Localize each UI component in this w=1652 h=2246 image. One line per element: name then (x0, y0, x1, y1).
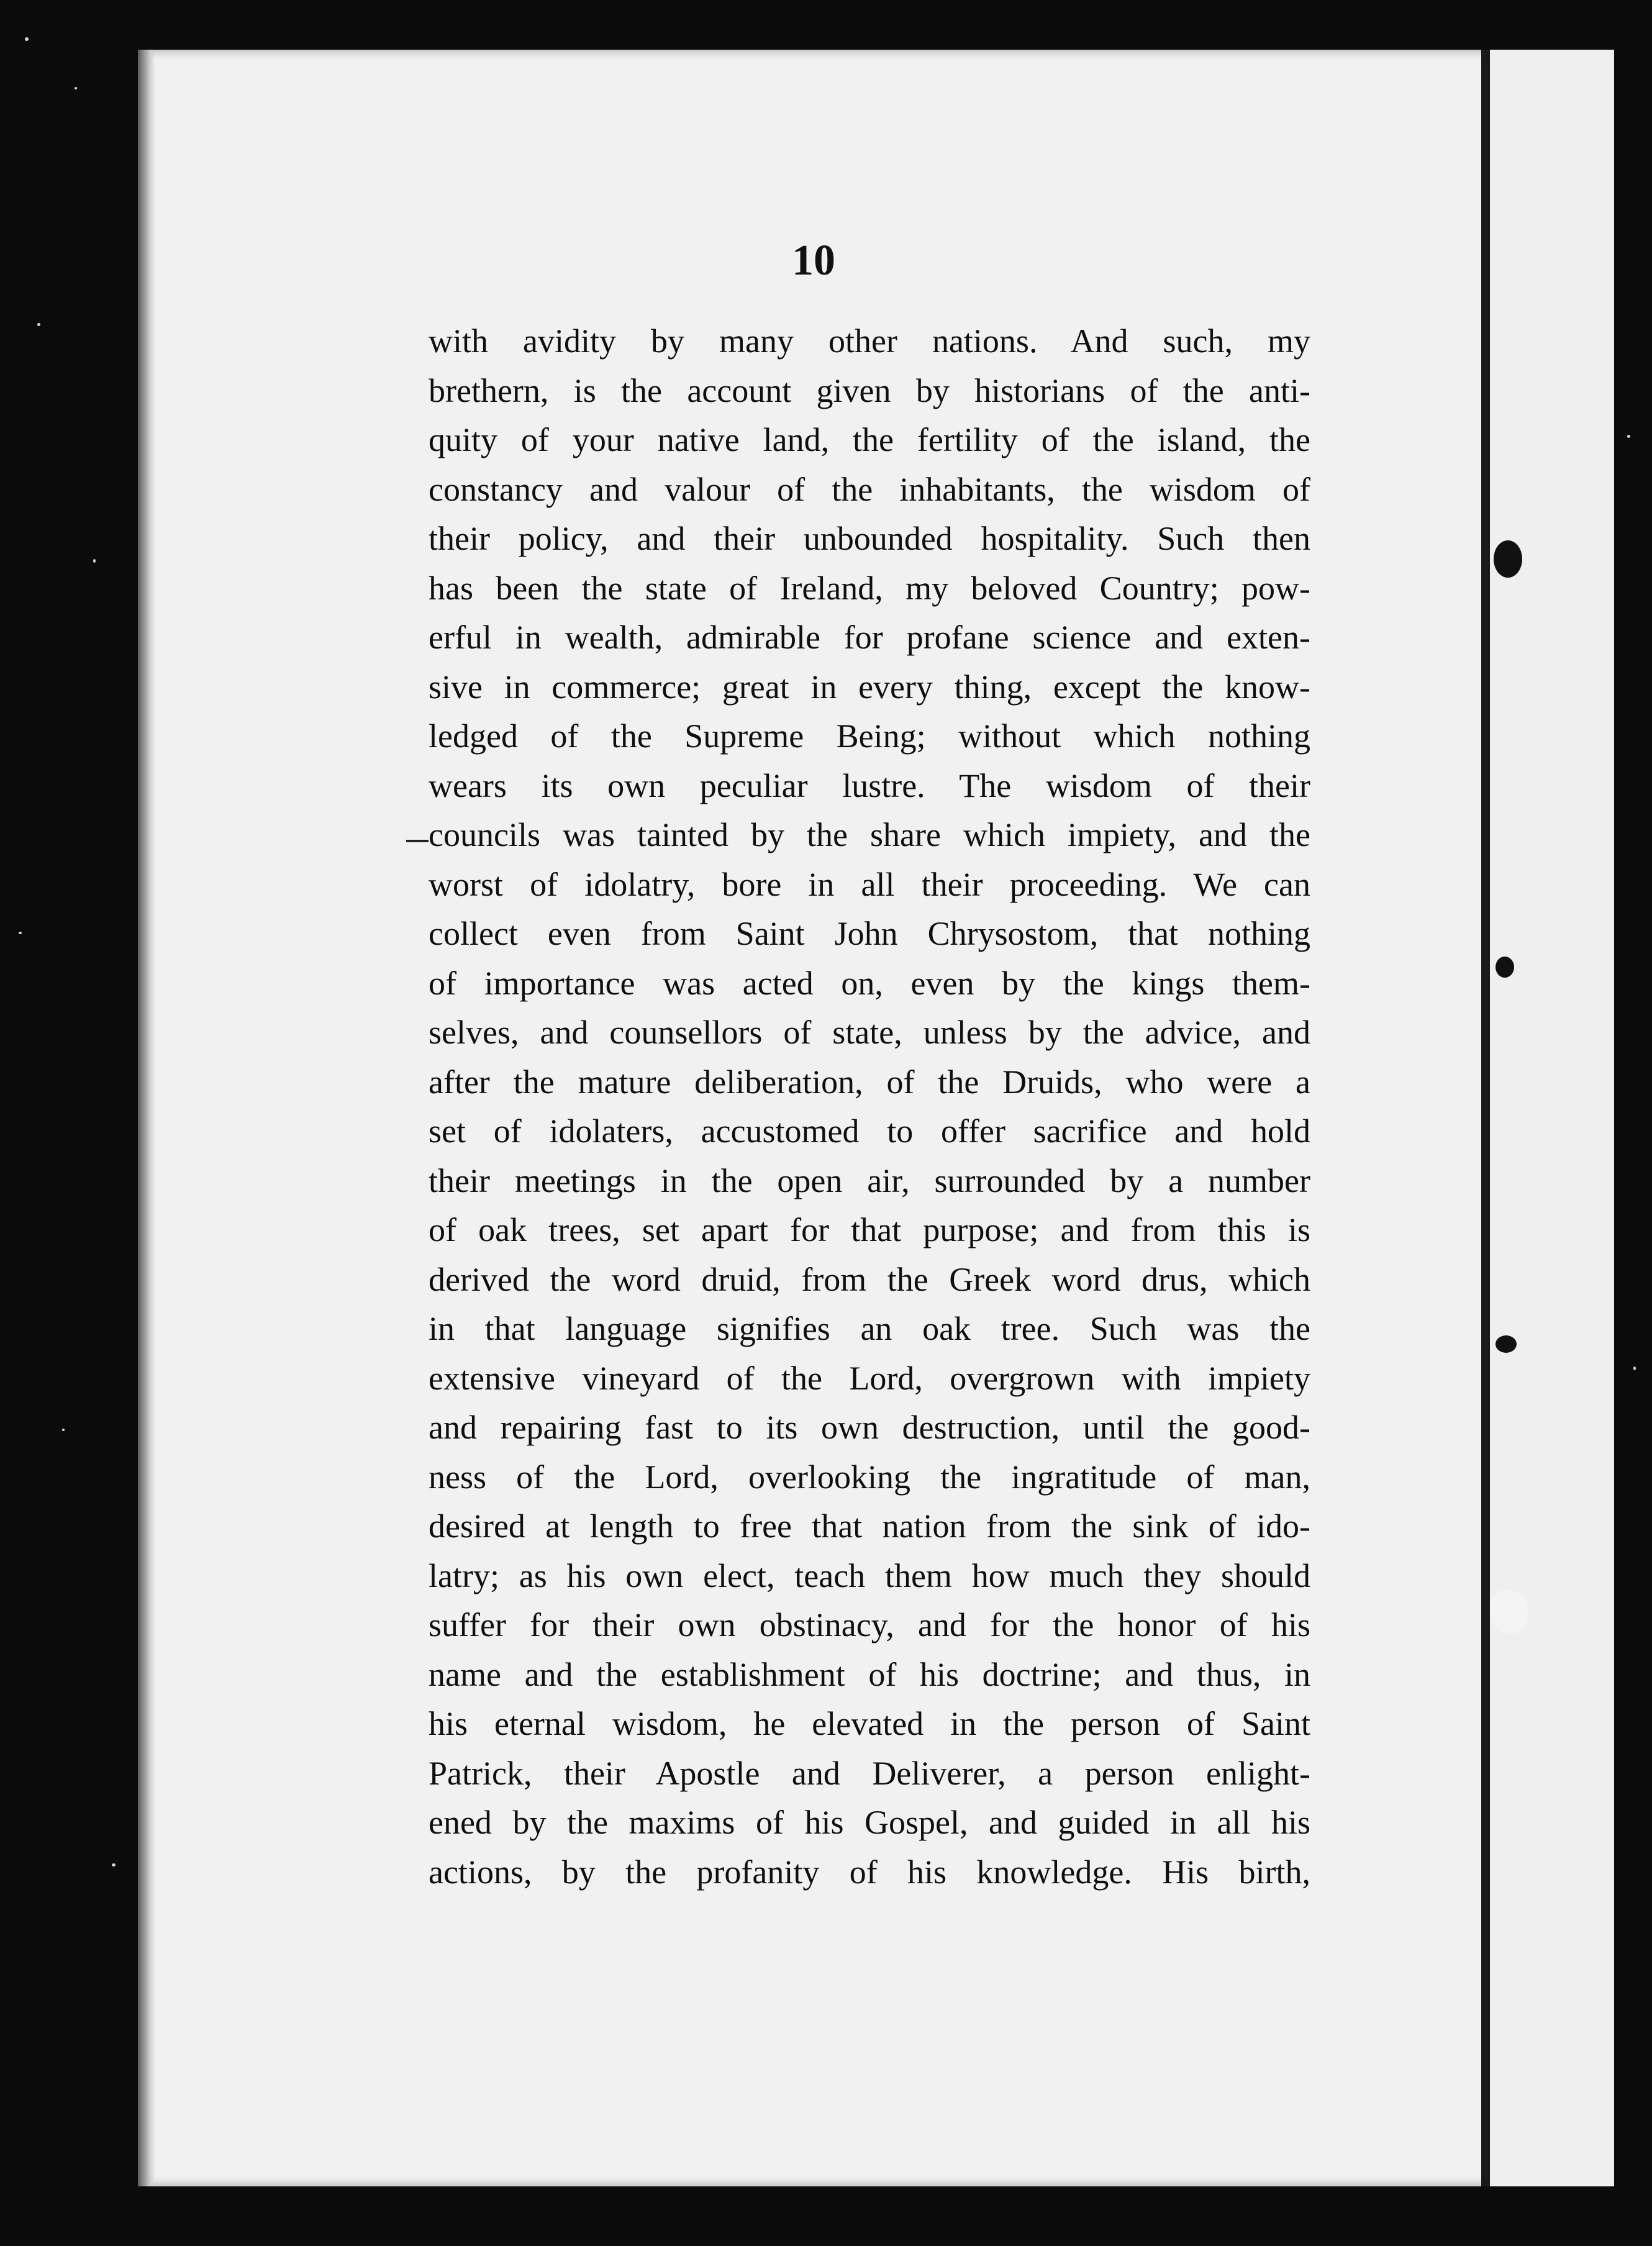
text-line: quity of your native land, the fertility of the island, the (429, 421, 1310, 458)
text-line: has been the state of Ireland, my beloved Country; pow- (429, 569, 1310, 607)
text-line: name and the establishment of his doctrine; and thus, in (429, 1655, 1310, 1693)
text-line: sive in commerce; great in every thing, except the know- (429, 668, 1310, 706)
text-line: his eternal wisdom, he elevated in the person of Saint (429, 1705, 1310, 1742)
binding-mark (1495, 957, 1514, 978)
text-line: latry; as his own elect, teach them how much they should (429, 1557, 1310, 1594)
text-line: constancy and valour of the inhabitants, the wisdom of (429, 470, 1310, 508)
text-line: councils was tainted by the share which impiety, and the (429, 816, 1310, 853)
scan-speck (1633, 1366, 1636, 1370)
text-line: wears its own peculiar lustre. The wisdom of their (429, 766, 1310, 804)
text-line: Patrick, their Apostle and Deliverer, a person enlight- (429, 1754, 1310, 1792)
text-line: set of idolaters, accustomed to offer sacrifice and hold (429, 1112, 1310, 1150)
binding-mark (1495, 1335, 1517, 1353)
text-line: desired at length to free that nation from the sink of ido- (429, 1507, 1310, 1545)
scan-speck (1627, 435, 1630, 438)
text-line: selves, and counsellors of state, unless by the advice, and (429, 1014, 1310, 1051)
scan-speck (37, 323, 40, 326)
scan-speck (25, 37, 29, 41)
text-line: worst of idolatry, bore in all their proceeding. We can (429, 865, 1310, 903)
text-line: suffer for their own obstinacy, and for the honor of his (429, 1606, 1310, 1644)
text-line: collect even from Saint John Chrysostom, that nothing (429, 915, 1310, 952)
text-line: derived the word druid, from the Greek word drus, which (429, 1260, 1310, 1298)
text-line: their policy, and their unbounded hospitality. Such then (429, 520, 1310, 557)
scan-speck (62, 1429, 65, 1431)
scan-speck (75, 87, 77, 89)
scan-speck (19, 932, 22, 934)
text-line: actions, by the profanity of his knowledge. His birth, (429, 1853, 1310, 1891)
page-edge-shadow (138, 50, 155, 2186)
text-line: and repairing fast to its own destruction, until the good- (429, 1409, 1310, 1446)
text-line: their meetings in the open air, surrounded by a number (429, 1162, 1310, 1199)
text-line: of oak trees, set apart for that purpose; and from this is (429, 1211, 1310, 1248)
scan-speck (112, 1863, 116, 1866)
text-line: brethern, is the account given by historians of the anti- (429, 371, 1310, 409)
page-number: 10 (792, 237, 835, 284)
book-gutter (1481, 50, 1490, 2186)
facing-page-edge (1490, 50, 1614, 2186)
text-line: extensive vineyard of the Lord, overgrown with impiety (429, 1359, 1310, 1397)
text-line: ened by the maxims of his Gospel, and guided in all his (429, 1804, 1310, 1841)
text-line: ledged of the Supreme Being; without which nothing (429, 717, 1310, 755)
binding-mark (1494, 540, 1522, 578)
body-text (429, 317, 1310, 1897)
text-line: with avidity by many other nations. And such, my (429, 322, 1310, 360)
scan-speck (93, 559, 96, 563)
margin-mark (406, 840, 429, 842)
text-line: ness of the Lord, overlooking the ingratitude of man, (429, 1458, 1310, 1496)
text-line: in that language signifies an oak tree. Such was the (429, 1310, 1310, 1347)
text-line: after the mature deliberation, of the Druids, who were a (429, 1063, 1310, 1101)
text-line: of importance was acted on, even by the kings them- (429, 964, 1310, 1002)
text-line: erful in wealth, admirable for profane science and exten- (429, 619, 1310, 656)
